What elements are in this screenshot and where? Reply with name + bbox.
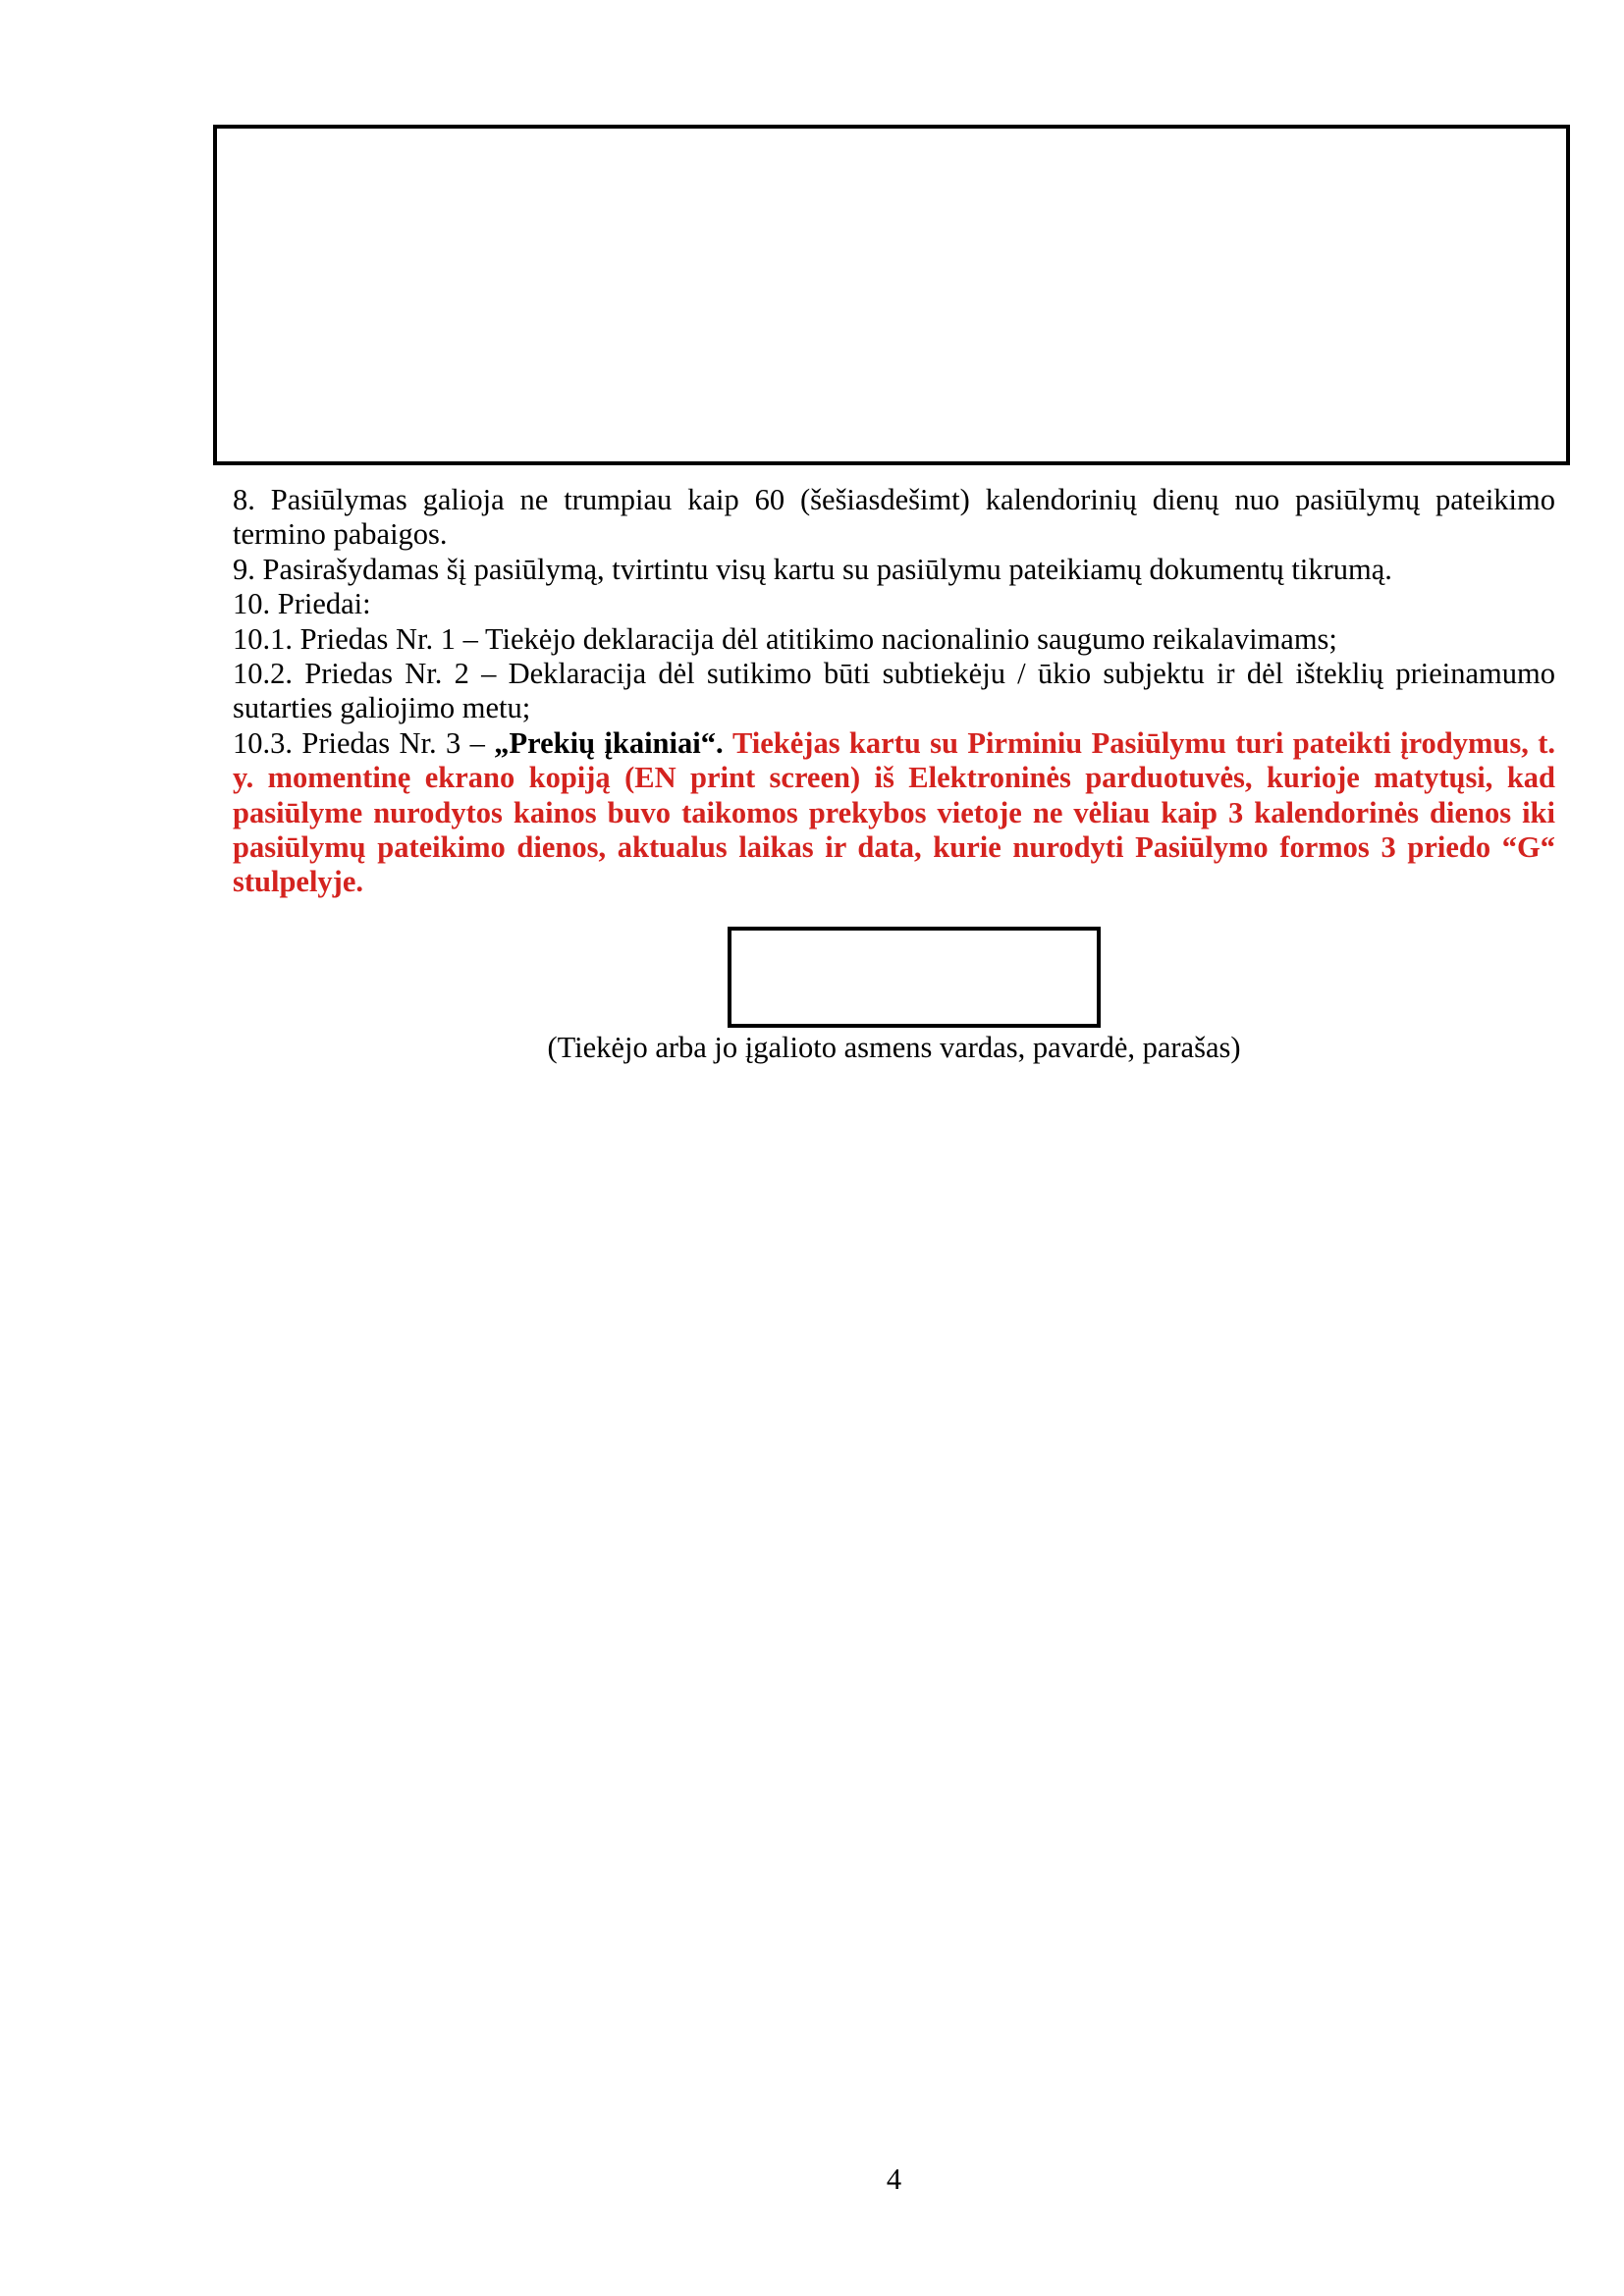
annex-3-red-note: Tiekėjas kartu su Pirminiu Pasiūlymu turi pateikti įrodymus, t. y. momentinę ekrano kopiją (EN print screen) iš Elektroninės parduotuvės, kurioje matytųsi, kad pasiūlyme nurodytos kainos buvo taikomos prekybos vietoje ne vėliau kaip 3 kalendorinės dienos iki pasiūlymų pateikimo dienos, aktualus laikas ir data, kurie nurodyti Pasiūlymo formos 3 priedo “G“ stulpelyje. — [233, 725, 1556, 899]
paragraph-authenticity: 9. Pasirašydamas šį pasiūlymą, tvirtintu visų kartu su pasiūlymu pateikiamų dokumentų tikrumą. — [233, 552, 1392, 586]
blank-frame-top — [213, 125, 1570, 465]
paragraph-annex-1: 10.1. Priedas Nr. 1 – Tiekėjo deklaracija dėl atitikimo nacionalinio saugumo reikalavimams; — [233, 621, 1337, 656]
paragraph-annex-3 — [233, 726, 1555, 900]
paragraph-validity: 8. Pasiūlymas galioja ne trumpiau kaip 60 (šešiasdešimt) kalendorinių dienų nuo pasiūlymų pateikimo termino pabaigos. — [233, 483, 1555, 552]
offer-terms-text — [233, 483, 1555, 900]
signature-caption: (Tiekėjo arba jo įgalioto asmens vardas, pavardė, parašas) — [547, 1031, 1241, 1064]
annex-3-prefix: 10.3. Priedas Nr. 3 – — [233, 725, 495, 760]
paragraph-annex-2: 10.2. Priedas Nr. 2 – Deklaracija dėl sutikimo būti subtiekėju / ūkio subjektu ir dėl išteklių prieinamumo sutarties galiojimo metu; — [233, 657, 1555, 725]
annex-3-title: „Prekių įkainiai“. — [494, 725, 724, 760]
page-number: 4 — [886, 2163, 902, 2196]
signature-box — [728, 927, 1101, 1028]
paragraph-annexes-heading: 10. Priedai: — [233, 587, 371, 621]
